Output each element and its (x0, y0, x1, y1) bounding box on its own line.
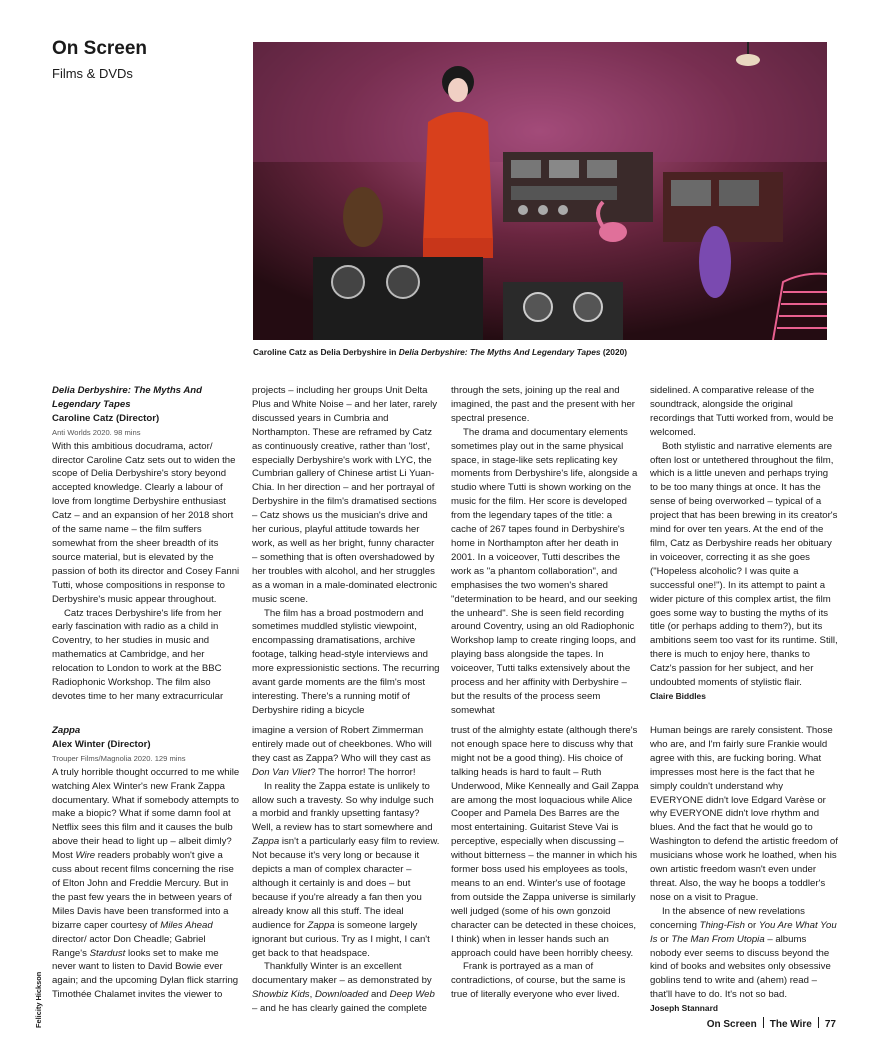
section-subtitle: Films & DVDs (52, 66, 133, 81)
paragraph: The film has a broad postmodern and sometimes muddled stylistic viewpoint, encompassing dramatisations, archive footage, talking head-style interviews and more expressionistic sections. The recurring avant garde moments are the film's most interesting. There's a running motif of Derbyshire riding a bicycle (252, 607, 440, 716)
paragraph: sidelined. A comparative release of the soundtrack, alongside the original recordings that Tutti worked from, would be welcomed. (650, 385, 834, 438)
paragraph (650, 905, 838, 1002)
italic-title: Zappa (252, 836, 280, 848)
text-run: and (368, 989, 390, 1001)
paragraph: Both stylistic and narrative elements are often lost or untethered throughout the film, which is a little uneven and perhaps trying to be too many things at once. It has the sense of being overworked – typical of a project that has been brewing in its creator's mind for over ten years. At the end of the film, Catz as Derbyshire reads her obituary in voiceover, correcting it as she goes ("Hopeless alcoholic? I was quite a successful one!"). In its attempt to paint a wider picture of this complex artist, the film goes some way to busting the myths of its title (or perhaps adding to them?), but its ambitions seem too vast for its runtime. Still, there is much to enjoy here, thanks to Catz's passion for her subject, and her undoubted moments of stylistic flair. (650, 440, 838, 689)
review-director: Alex Winter (Director) (52, 738, 151, 750)
paragraph (252, 724, 440, 780)
review-title: Zappa (52, 725, 81, 736)
italic-title: Zappa (307, 919, 335, 931)
caption-prefix: Caroline Catz as Delia Derbyshire in (253, 347, 399, 357)
italic-title: Miles Ahead (160, 919, 213, 931)
text-run: readers probably won't give a cuss about recent films concerning the rise of Elton John and Freddie Mercury. But in the past few years the in between years of Miles Davis have been transformed into a bizarre caper courtesy of (52, 850, 234, 931)
paragraph: Frank is portrayed as a man of contradictions, of course, but the same is true of literally everyone who ever lived. (451, 961, 626, 1001)
review1-column-2 (252, 384, 440, 718)
italic-title: You Are What You Is (650, 919, 837, 945)
text-run: looks set to make me never want to listen to David Bowie ever again; and the upcoming Dylan flick starring Timothée Chalamet invites the viewer to (52, 947, 239, 1001)
review-byline: Claire Biddles (650, 690, 706, 701)
paragraph (52, 766, 240, 1002)
text-run: A truly horrible thought occurred to me while watching Alex Winter's new Frank Zappa documentary. What if somebody attempts to make a biopic? What if some damn fool at Netflix sees this film and it causes the bulb above their head to light up – albeit dimly? Most (52, 766, 240, 862)
text-run: is someone largely ignorant but curious. Try as I might, I can't get back to that headspace. (252, 919, 430, 959)
italic-title: Thing-Fish (699, 919, 745, 931)
review-title: Delia Derbyshire: The Myths And Legendary Tapes (52, 385, 202, 410)
review1-column-4 (650, 384, 838, 704)
paragraph: projects – including her groups Unit Delta Plus and White Noise – and her later, rarely discussed years in Cumbria and Northampton. These are reframed by Catz as continuously creative, rather than 'lost', especially Derbyshire's work with LYC, the Cumbrian gallery of Chinese artist Li Yuan-Chia. In her direction – and her portrayal of Derbyshire in the film's dramatised sections – Catz shows us the musician's drive and her curious, playful attitude towards her work, as well as her bright, funny character – something that is often overshadowed by her troubles with alcohol, and her struggles as a woman in a male-dominated electronic music scene. (252, 385, 438, 605)
italic-title: Stardust (89, 947, 126, 959)
review1-column-3 (451, 384, 639, 718)
review-director: Caroline Catz (Director) (52, 412, 160, 424)
caption-suffix: (2020) (600, 347, 628, 357)
footer-divider (818, 1017, 819, 1028)
studio-scene-illustration (253, 42, 827, 340)
text-run: – and he has clearly gained the complete (252, 1003, 427, 1015)
text-run: director/ actor Don Cheadle; Gabriel Range's (52, 933, 206, 959)
photo-credit: Felicity Hickson (34, 971, 43, 1028)
review-meta: Anti Worlds 2020. 98 mins (52, 427, 141, 437)
italic-title: The Man From Utopia (671, 933, 765, 945)
italic-title: Showbiz Kids (252, 989, 310, 1001)
italic-title: Wire (75, 850, 96, 862)
review2-column-2 (252, 724, 440, 1016)
caption-title: Delia Derbyshire: The Myths And Legendary Tapes (398, 347, 601, 357)
feature-photo (253, 42, 827, 340)
paragraph (252, 960, 440, 1016)
italic-title: Downloaded (314, 989, 369, 1001)
section-title: On Screen (52, 38, 148, 59)
paragraph: Catz traces Derbyshire's life from her early fascination with radio as a child in Coventry, to her studies in music and mathematics at Cambridge, and her relocation to London to work at the BBC Radiophonic Workshop. The film also devotes time to her many extracurricular (52, 607, 224, 702)
text-run: Thankfully Winter is an excellent documentary maker – as demonstrated by (252, 961, 432, 987)
text-run: isn't a particularly easy film to review. Not because it's very long or because it depicts a man of complex character – although it certainly is and does – but because if you're already a fan then you already know all this stuff. The ideal audience for (252, 836, 440, 931)
paragraph: Human beings are rarely consistent. Those who are, and I'm fairly sure Frankie would agree with this, are fucking boring. What impresses most here is the fact that he simply couldn't understand why EVERYONE didn't love Edgard Varèse or why EVERYONE didn't love rhythm and blues. And the fact that he would go to Washington to defend the artistic freedom of musicians whose work he loathed, when his own artistic freedom wasn't even under threat. Also, the way he boops a toddler's nose on a visit to Prague. (650, 725, 838, 903)
text-run: In the absence of new revelations concerning (650, 905, 805, 931)
paragraph: The drama and documentary elements sometimes play out in the same physical space, in stage-like sets replicating key moments from Derbyshire's life, alongside a studio where Tutti is shown working on the music for the film. Her score is developed from the legendary tapes of the title: a cache of 267 tapes found in Derbyshire's home in Northampton after her death in 2001. In a voiceover, Tutti describes the work as "a phantom collaboration", and emphasises the two women's shared "determination to be heard, and our seeking the unheard". She is seen field recording around Coventry, using an old Radiophonic Workshop lamp to create ringing loops, and playing bass alongside the tapes. In voiceover, Tutti talks extensively about the process and her affinity with Derbyshire – but the results of the process seem somewhat (451, 426, 638, 716)
review-byline: Joseph Stannard (650, 1003, 718, 1014)
paragraph (252, 780, 440, 961)
review2-column-1 (52, 724, 240, 1002)
review2-column-4 (650, 724, 838, 1016)
text-run: or (744, 919, 759, 931)
paragraph: With this ambitious docudrama, actor/ director Caroline Catz sets out to widen the scope of Delia Derbyshire's story beyond accepted knowledge. Clearly a labour of love from longtime Derbyshire enthusiast Catz – and an expansion of her 2018 short of the same name – the film suffers somewhat from the sheer breadth of its source material, but is elevated by the passion of both its director and Cosey Fanni Tutti, whose compositions in response to Derbyshire's music appear throughout. (52, 440, 240, 605)
text-run: ? The horror! The horror! (310, 766, 416, 778)
paragraph: trust of the almighty estate (although there's not enough space here to discuss why that might not be a good thing). His choice of talking heads is hard to fault – Ruth Underwood, Mike Kenneally and Gail Zappa are among the most loquacious while Alice Cooper and Pamela Des Barres are the most entertaining. Guitarist Steve Vai is perceptive, especially when discussing – without bitterness – the manner in which his former boss used his employees as tools, means to an end. Winter's use of footage from outside the Zappa universe is similarly well judged (some of his own gonzoid character can be detected in these choices, I think) when in lesser hands such an approach could have been horribly cheesy. (451, 725, 639, 959)
footer-divider (763, 1017, 764, 1028)
italic-title: Deep Web (389, 989, 435, 1001)
review2-column-3 (451, 724, 639, 1002)
page-number: 77 (824, 1019, 836, 1030)
italic-title: Don Van Vliet (252, 766, 311, 778)
footer-magazine: The Wire (769, 1019, 812, 1030)
page-footer (707, 1017, 836, 1030)
paragraph: through the sets, joining up the real and imagined, the past and the present with her spectral presence. (451, 385, 635, 424)
review1-column-1 (52, 384, 240, 704)
review-meta: Trouper Films/Magnolia 2020. 129 mins (52, 753, 186, 763)
footer-section: On Screen (706, 1019, 757, 1030)
text-run: or (657, 933, 672, 945)
photo-caption (253, 347, 827, 357)
text-run: – albums nobody ever seems to discuss beyond the kind of books and websites only obsessive goblins tend to write and (ahem) read – that'll have to do. It's not so bad. (650, 933, 831, 1001)
text-run: imagine a version of Robert Zimmerman entirely made out of cheekbones. Who will they cast as Zappa? Who will they cast as (252, 725, 432, 764)
text-run: In reality the Zappa estate is unlikely to allow such a travesty. So why indulge such a morbid and frankly upsetting fantasy? Well, a review has to start somewhere and (252, 780, 434, 834)
text-run: , (309, 989, 315, 1001)
